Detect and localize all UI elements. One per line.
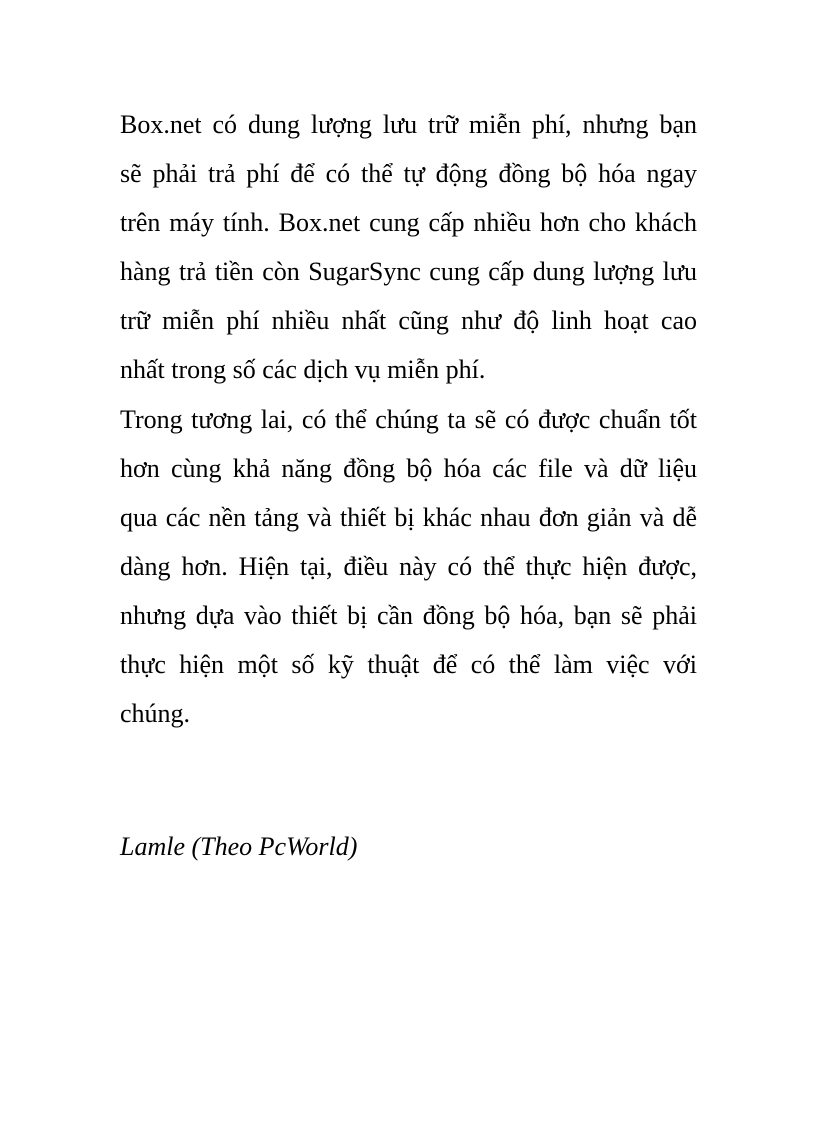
paragraph-2 (120, 395, 697, 738)
text-line: Box.net có dung lượng lưu trữ miễn phí, nhưng bạn (120, 110, 697, 139)
text-line: sẽ phải trả phí để có thể tự động đồng bộ hóa ngay (120, 159, 697, 188)
text-line: hàng trả tiền còn SugarSync cung cấp dung lượng lưu (120, 257, 697, 286)
text-line: trữ miễn phí nhiều nhất cũng như độ linh hoạt cao (120, 306, 697, 335)
text-line: trên máy tính. Box.net cung cấp nhiều hơn cho khách (120, 208, 697, 237)
text-line: thực hiện một số kỹ thuật để có thể làm việc với (120, 650, 697, 679)
paragraph-1 (120, 100, 697, 394)
text-line: qua các nền tảng và thiết bị khác nhau đơn giản và dễ (120, 503, 697, 532)
text-line: Trong tương lai, có thể chúng ta sẽ có được chuẩn tốt (120, 405, 697, 434)
text-line: nhưng dựa vào thiết bị cần đồng bộ hóa, bạn sẽ phải (120, 601, 697, 630)
text-line: nhất trong số các dịch vụ miễn phí. (120, 355, 486, 384)
text-line: hơn cùng khả năng đồng bộ hóa các file và dữ liệu (120, 454, 697, 483)
text-line: chúng. (120, 699, 191, 728)
author-signature: Lamle (Theo PcWorld) (120, 832, 358, 861)
text-line: dàng hơn. Hiện tại, điều này có thể thực hiện được, (120, 552, 697, 581)
